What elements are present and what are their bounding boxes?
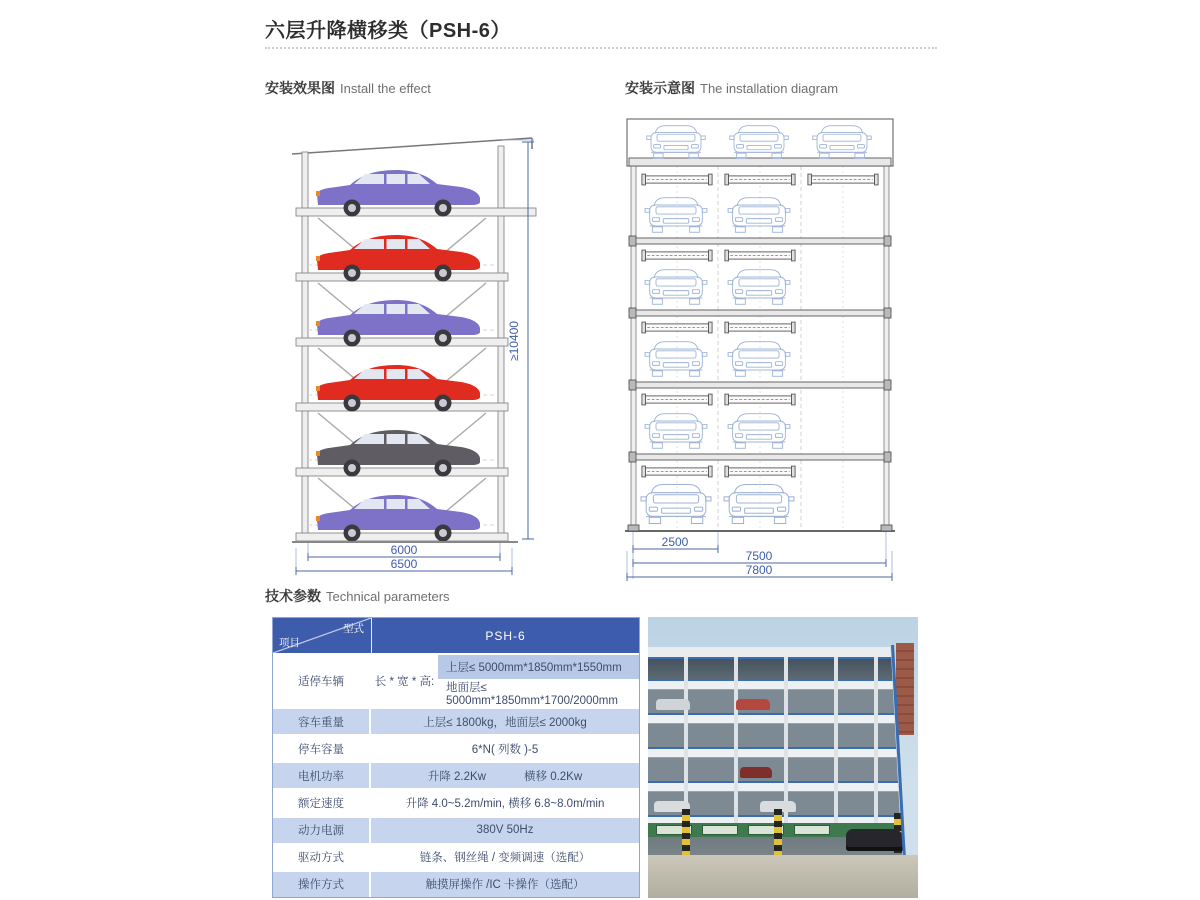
base-plate-right	[881, 525, 892, 531]
photo-parked-car	[656, 699, 690, 710]
roof-line	[292, 138, 532, 154]
photo-parked-car	[740, 767, 772, 778]
row-value: 触摸屏操作 /IC 卡操作（选配）	[425, 879, 585, 892]
technical-parameters-table	[272, 617, 640, 898]
section-installation-diagram-zh: 安装示意图	[625, 80, 695, 96]
row-value: 升降 4.0~5.2m/min, 横移 6.8~8.0m/min	[405, 797, 605, 810]
table-header-row	[273, 618, 639, 653]
photo-ground	[648, 855, 918, 898]
dim-7500-label: 7500	[745, 549, 773, 563]
photo-column	[784, 657, 788, 823]
corner-label-item: 项目	[279, 637, 300, 649]
left-post	[631, 166, 636, 531]
dim-height-label: ≥10400	[507, 321, 521, 361]
photo-striped-pole	[682, 809, 690, 855]
install-effect-svg	[292, 116, 544, 578]
row-label: 适停车辆	[273, 655, 371, 707]
row-value-lift: 升降 2.2Kw	[427, 770, 486, 783]
table-row	[273, 816, 639, 843]
dim-7800-label: 7800	[745, 563, 773, 577]
page-title: 六层升降横移类（PSH-6）	[265, 20, 511, 42]
row-label: 容车重量	[273, 709, 371, 734]
photo-parked-car	[736, 699, 770, 710]
row-label: 动力电源	[273, 818, 371, 843]
section-install-effect-zh: 安装效果图	[265, 80, 335, 96]
photo-sign	[702, 825, 738, 835]
dim-6500-label: 6500	[390, 557, 418, 571]
section-install-effect	[265, 78, 431, 98]
photo-sign	[794, 825, 830, 835]
row-value	[371, 763, 639, 788]
platform-4	[296, 338, 508, 346]
row-vehicle-values	[438, 655, 639, 707]
table-row	[273, 870, 639, 897]
row-value: 上层≤ 1800kg，地面层≤ 2000kg	[423, 716, 587, 729]
table-row-vehicle	[273, 653, 639, 707]
install-effect-diagram	[292, 116, 544, 583]
base-plate-left	[628, 525, 639, 531]
row-vehicle-upper: 上层≤ 5000mm*1850mm*1550mm	[438, 655, 639, 679]
photo-brick-building	[896, 643, 914, 735]
row-value: 380V 50Hz	[476, 824, 534, 837]
table-row	[273, 734, 639, 761]
platform-5	[296, 273, 508, 281]
row-vehicle-dims-label: 长 * 宽 * 高:	[374, 676, 435, 688]
dimensions	[627, 532, 892, 581]
photo-column	[734, 657, 738, 823]
installation-diagram-svg	[623, 111, 908, 589]
section-technical-parameters-zh: 技术参数	[265, 588, 321, 604]
row-label: 操作方式	[273, 872, 371, 897]
row-value: 链条、钢丝绳 / 变频调速（选配）	[419, 852, 591, 865]
table-row	[273, 707, 639, 734]
platform-6	[296, 208, 536, 216]
corner-label-type: 型式	[343, 623, 364, 635]
model-header: PSH-6	[485, 628, 526, 643]
title-separator	[265, 47, 937, 49]
row-value-shift: 横移 0.2Kw	[524, 770, 583, 783]
dim-6000-label: 6000	[390, 543, 418, 557]
row-label: 电机功率	[273, 763, 371, 788]
row-label: 驱动方式	[273, 845, 371, 870]
photo-black-car	[846, 829, 904, 851]
row-label: 停车容量	[273, 736, 371, 761]
section-install-effect-en: Install the effect	[340, 81, 431, 96]
section-technical-parameters	[265, 586, 450, 606]
table-row	[273, 788, 639, 815]
section-installation-diagram	[625, 78, 838, 98]
platform-2	[296, 468, 508, 476]
row-value: 6*N( 列数 )-5	[471, 743, 539, 756]
right-post	[884, 166, 889, 531]
row-label: 额定速度	[273, 790, 371, 815]
platform-1	[296, 533, 508, 541]
photo-column	[874, 657, 878, 823]
site-photo	[648, 617, 918, 898]
platform-3	[296, 403, 508, 411]
table-row	[273, 843, 639, 870]
installation-diagram	[623, 111, 908, 594]
section-technical-parameters-en: Technical parameters	[326, 589, 450, 604]
photo-column	[834, 657, 838, 823]
section-installation-diagram-en: The installation diagram	[700, 81, 839, 96]
photo-striped-pole	[774, 809, 782, 855]
table-row	[273, 761, 639, 788]
row-vehicle-ground: 地面层≤ 5000mm*1850mm*1700/2000mm	[438, 679, 639, 707]
photo-column	[684, 657, 688, 823]
table-corner-cell	[273, 618, 372, 653]
dim-2500-label: 2500	[661, 535, 689, 549]
